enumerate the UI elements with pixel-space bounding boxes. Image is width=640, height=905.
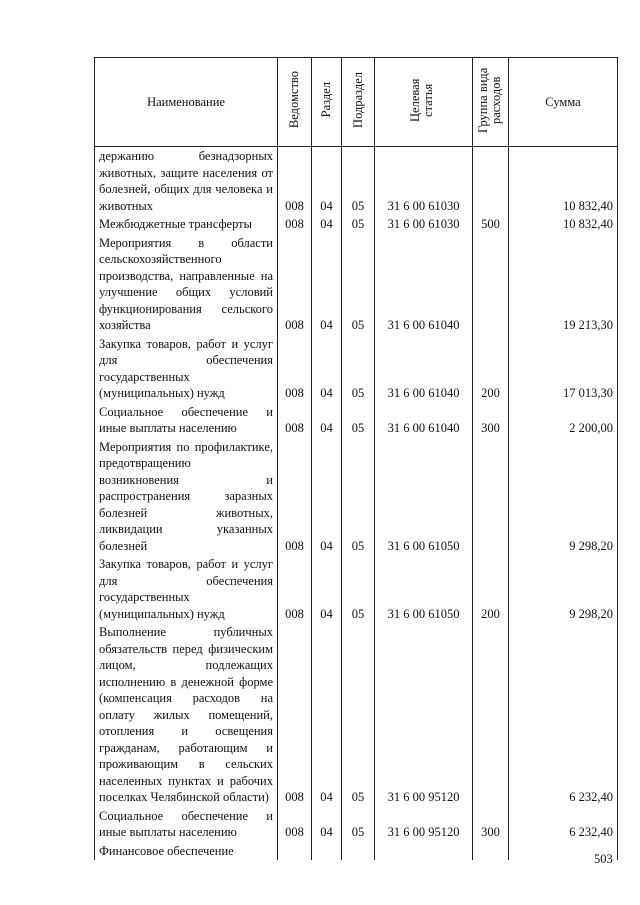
row-target: 31 6 00 61050 (375, 555, 473, 623)
row-podrazdel: 05 (342, 555, 375, 623)
row-group: 200 (473, 335, 509, 403)
header-group: Группа вида расходов (473, 58, 509, 147)
row-group (473, 147, 509, 216)
row-sum: 6 232,40 (509, 807, 618, 842)
row-name: Мероприятия по профилактике, предотвращению возникновения и распространения заразных болезней животных, ликвидации указанных болезней (95, 438, 278, 556)
table-row (95, 555, 618, 623)
row-sum: 17 013,30 (509, 335, 618, 403)
row-name: Мероприятия в области сельскохозяйственного производства, направленные на улучшение общих условий функционирования сельского хозяйства (95, 234, 278, 335)
row-vedomstvo: 008 (278, 807, 312, 842)
row-name: Финансовое обеспечение (95, 842, 278, 861)
row-target: 31 6 00 61040 (375, 335, 473, 403)
table-row (95, 623, 618, 807)
row-group (473, 842, 509, 861)
header-sum: Сумма (509, 58, 618, 147)
row-vedomstvo: 008 (278, 403, 312, 438)
row-target: 31 6 00 61040 (375, 234, 473, 335)
row-razdel: 04 (312, 403, 342, 438)
row-name: Закупка товаров, работ и услуг для обеспечения государственных (муниципальных) нужд (95, 555, 278, 623)
header-target: Целевая статья (375, 58, 473, 147)
page-number: 503 (594, 852, 613, 866)
row-target: 31 6 00 95120 (375, 623, 473, 807)
row-target: 31 6 00 61030 (375, 215, 473, 234)
row-name: держанию безнадзорных животных, защите населения от болезней, общих для человека и животных (95, 147, 278, 216)
row-vedomstvo: 008 (278, 623, 312, 807)
row-podrazdel: 05 (342, 623, 375, 807)
table-row (95, 335, 618, 403)
row-razdel: 04 (312, 438, 342, 556)
row-razdel (312, 842, 342, 861)
table-row (95, 234, 618, 335)
row-razdel: 04 (312, 335, 342, 403)
row-target: 31 6 00 61030 (375, 147, 473, 216)
row-sum: 10 832,40 (509, 147, 618, 216)
row-vedomstvo: 008 (278, 234, 312, 335)
header-razdel: Раздел (312, 58, 342, 147)
row-name: Социальное обеспечение и иные выплаты населению (95, 403, 278, 438)
table-row (95, 403, 618, 438)
row-razdel: 04 (312, 555, 342, 623)
row-vedomstvo: 008 (278, 215, 312, 234)
row-vedomstvo (278, 842, 312, 861)
row-vedomstvo: 008 (278, 438, 312, 556)
row-vedomstvo: 008 (278, 555, 312, 623)
row-podrazdel: 05 (342, 335, 375, 403)
row-name: Закупка товаров, работ и услуг для обеспечения государственных (муниципальных) нужд (95, 335, 278, 403)
row-sum: 10 832,40 (509, 215, 618, 234)
table-row (95, 438, 618, 556)
header-name: Наименование (95, 58, 278, 147)
row-group: 200 (473, 555, 509, 623)
row-sum: 2 200,00 (509, 403, 618, 438)
row-group: 300 (473, 403, 509, 438)
row-sum: 9 298,20 (509, 438, 618, 556)
table-row (95, 147, 618, 216)
row-razdel: 04 (312, 234, 342, 335)
row-vedomstvo: 008 (278, 147, 312, 216)
row-group (473, 623, 509, 807)
row-target (375, 842, 473, 861)
row-podrazdel: 05 (342, 403, 375, 438)
row-podrazdel (342, 842, 375, 861)
row-group: 300 (473, 807, 509, 842)
header-podrazdel: Подраздел (342, 58, 375, 147)
budget-table (94, 57, 618, 860)
row-target: 31 6 00 95120 (375, 807, 473, 842)
table-row (95, 215, 618, 234)
table-header-row (95, 58, 618, 147)
row-sum: 9 298,20 (509, 555, 618, 623)
row-podrazdel: 05 (342, 234, 375, 335)
header-vedomstvo: Ведомство (278, 58, 312, 147)
row-razdel: 04 (312, 215, 342, 234)
row-group (473, 234, 509, 335)
row-name: Выполнение публичных обязательств перед физическим лицом, подлежащих исполнению в денежной форме (компенсация расходов на оплату жилых помещений, отопления и освещения гражданам, работающим и проживающим в сельских населенных пунктах и рабочих поселках Челябинской области) (95, 623, 278, 807)
row-group (473, 438, 509, 556)
row-target: 31 6 00 61050 (375, 438, 473, 556)
row-podrazdel: 05 (342, 215, 375, 234)
row-group: 500 (473, 215, 509, 234)
row-razdel: 04 (312, 623, 342, 807)
row-sum: 6 232,40 (509, 623, 618, 807)
row-razdel: 04 (312, 807, 342, 842)
row-target: 31 6 00 61040 (375, 403, 473, 438)
row-vedomstvo: 008 (278, 335, 312, 403)
row-sum: 19 213,30 (509, 234, 618, 335)
row-name: Социальное обеспечение и иные выплаты населению (95, 807, 278, 842)
table-row (95, 807, 618, 842)
row-name: Межбюджетные трансферты (95, 215, 278, 234)
row-podrazdel: 05 (342, 438, 375, 556)
row-razdel: 04 (312, 147, 342, 216)
table-row (95, 842, 618, 861)
row-podrazdel: 05 (342, 147, 375, 216)
row-podrazdel: 05 (342, 807, 375, 842)
